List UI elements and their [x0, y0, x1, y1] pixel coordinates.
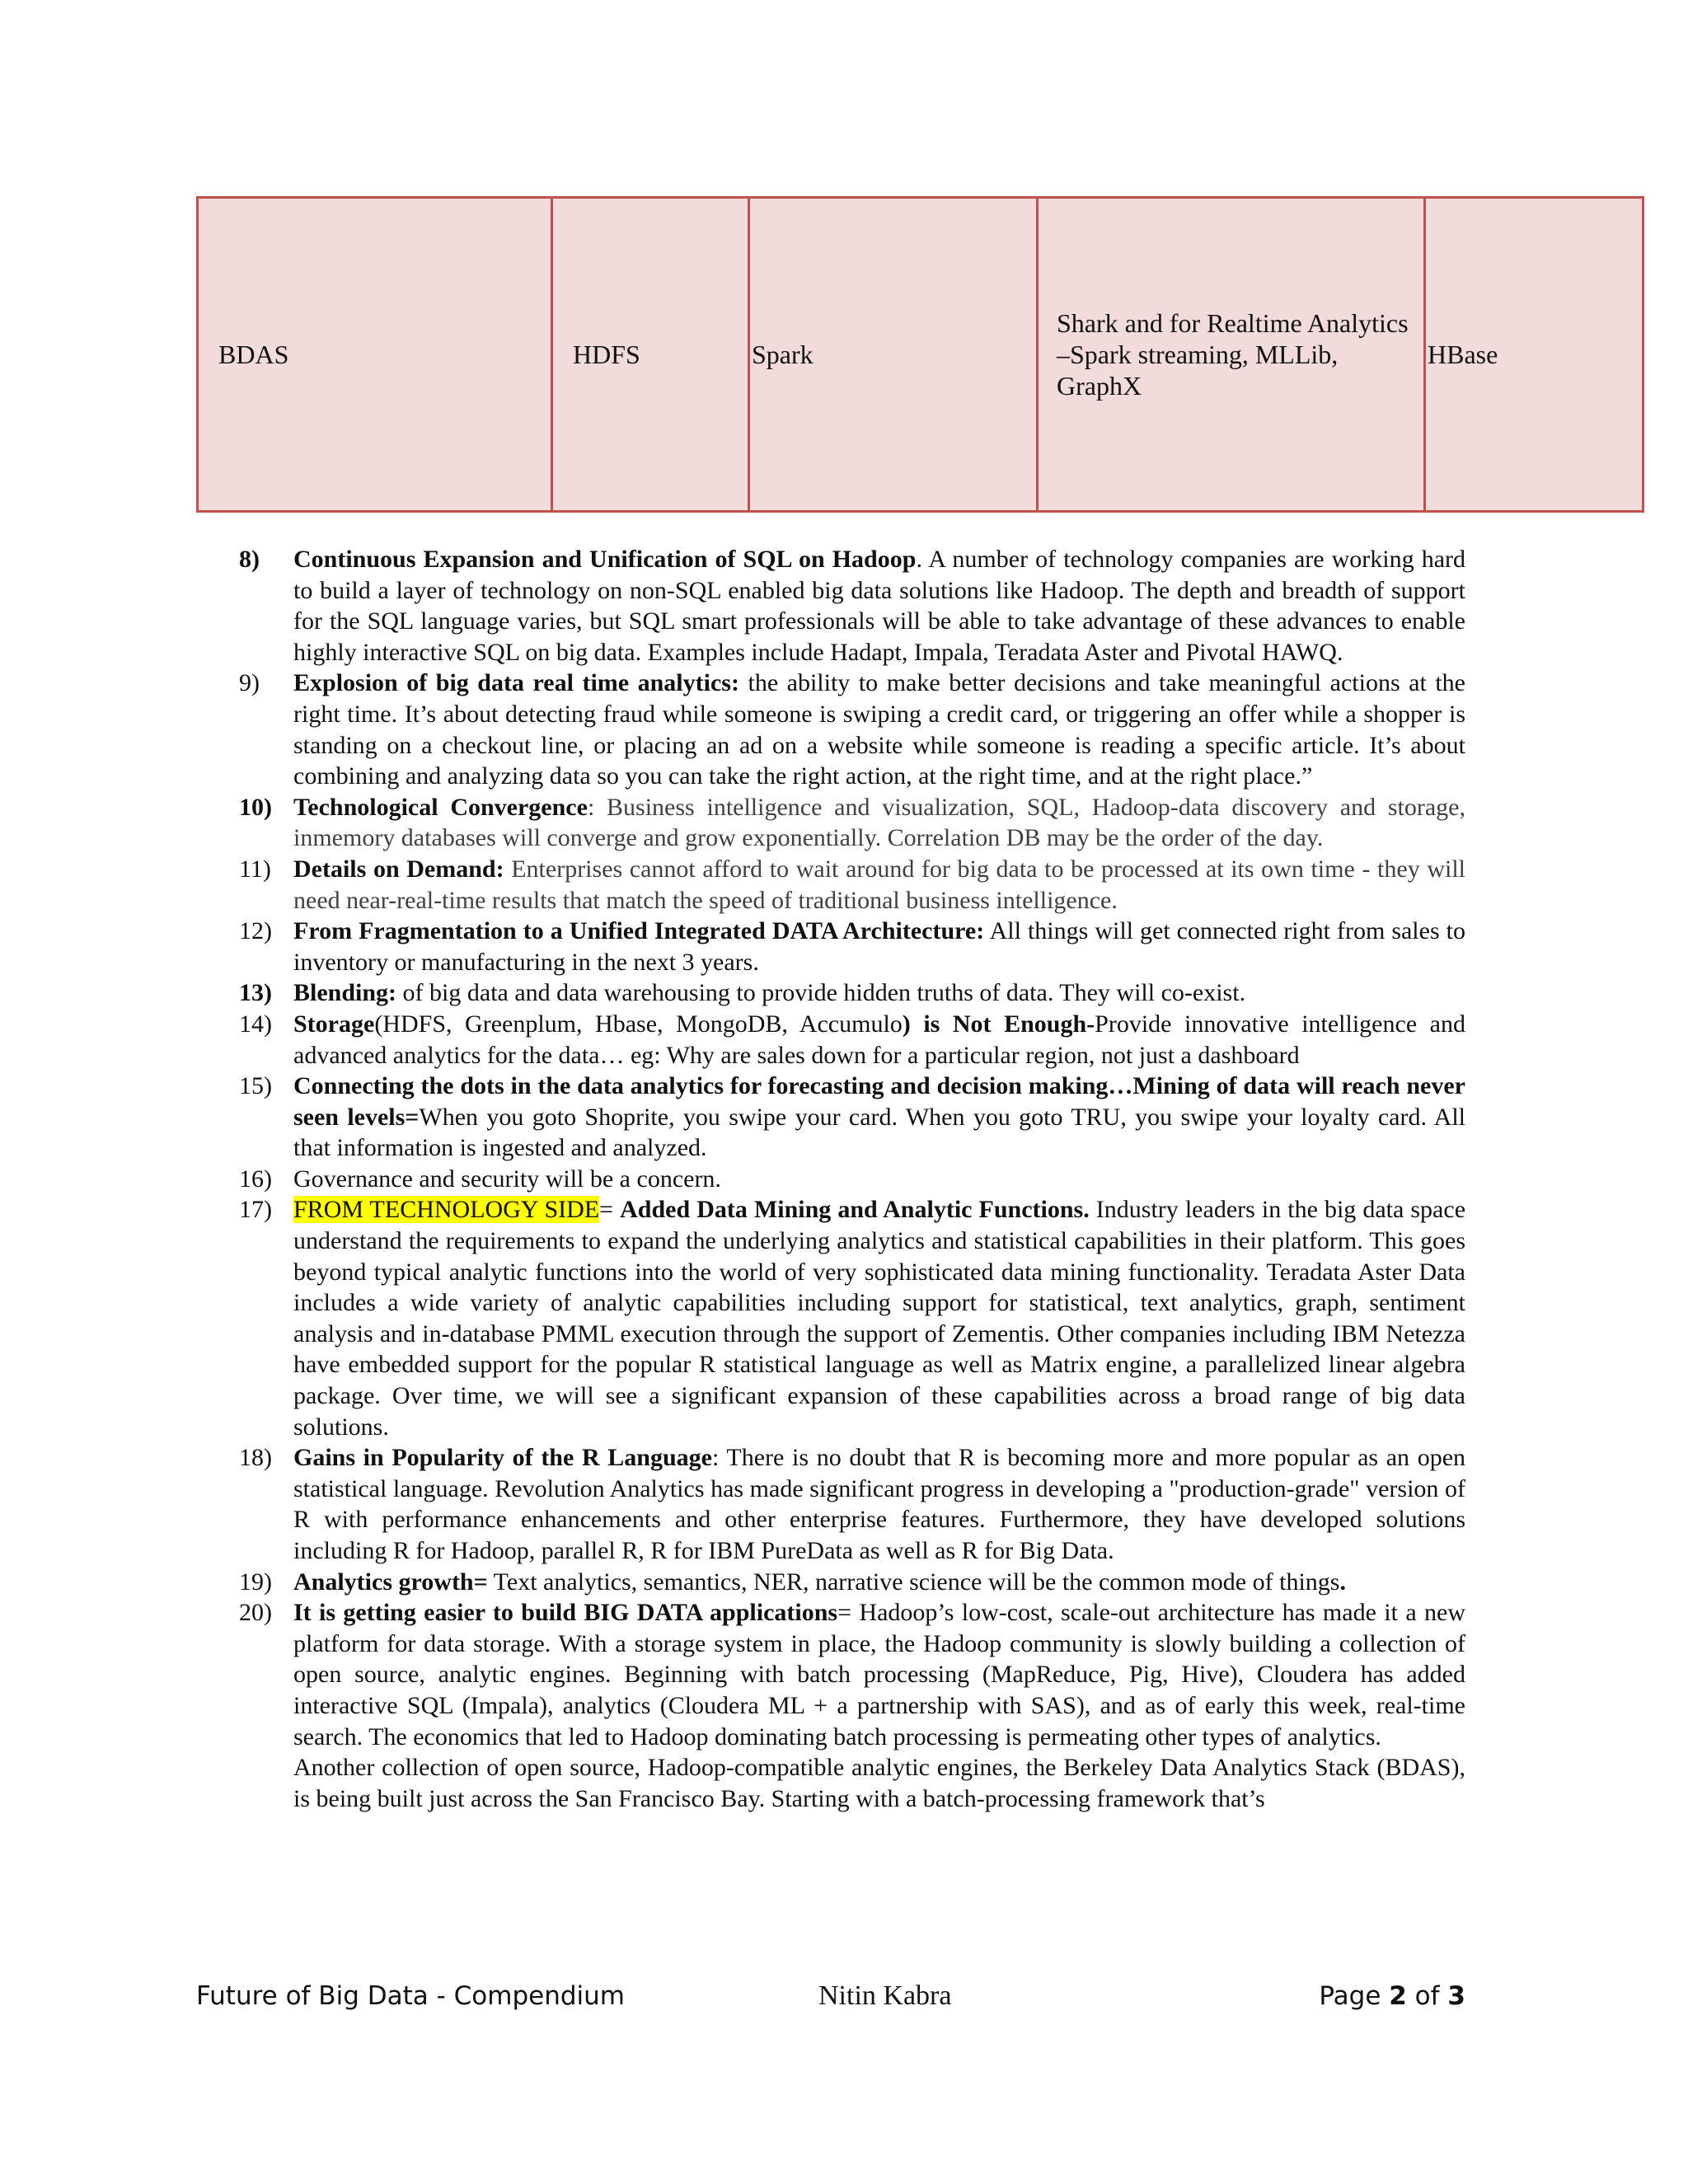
item-title: Added Data Mining and Analytic Functions. — [620, 1196, 1090, 1224]
item-20-paragraph: Another collection of open source, Hadoop-compatible analytic engines, the Berkeley Data Analytics Stack (BDAS), is being built just across the San Francisco Bay. Starting with a batch-processing framework that’s — [293, 1754, 1465, 1812]
table-cell-spark: Spark — [750, 199, 1039, 510]
item-title: It is getting easier to build BIG DATA applications — [293, 1599, 838, 1627]
table-cell-hbase: HBase — [1428, 340, 1498, 369]
list-item-14: 14) Storage(HDFS, Greenplum, Hbase, MongoDB, Accumulo) is Not Enough-Provide innovative intelligence and advanced analytics for the data… eg: Why are sales down for a particular region, not just a dashboard — [239, 1009, 1465, 1071]
item-number: 12) — [239, 917, 272, 945]
item-text: When you goto Shoprite, you swipe your card. When you goto TRU, you swipe your loyalty card. All that information is ingested and analyzed. — [293, 1103, 1465, 1162]
item-number: 16) — [239, 1165, 272, 1193]
list-item-9 — [239, 668, 1465, 791]
footer-document-title: Future of Big Data - Compendium — [196, 1981, 625, 2011]
table-cell-bdas: BDAS — [199, 199, 553, 510]
item-number: 8) — [239, 546, 260, 573]
item-text: Enterprises cannot afford to wait around for big data to be processed at its own time - they will need near-real-time results that match the speed of traditional business intelligence. — [293, 855, 1465, 914]
item-text: Governance and security will be a concern. — [293, 1165, 721, 1193]
list-item-18 — [239, 1442, 1465, 1566]
item-title: Technological Convergence — [293, 793, 588, 821]
item-title: Gains in Popularity of the R Language — [293, 1444, 712, 1472]
list-item-10 — [239, 792, 1465, 854]
table-cell-hdfs: HDFS — [553, 199, 750, 510]
item-text: A number of technology companies are working hard to build a layer of technology on non-SQL enabled big data solutions like Hadoop. The depth and breadth of support for the SQL language varies, but SQL smart professionals will be able to take advantage of these advances to enable highly interactive SQL on big data. Examples include Hadapt, Impala, Teradata Aster and Pivotal HAWQ. — [293, 546, 1465, 666]
list-item-20 — [239, 1597, 1465, 1752]
list-item-8: 8) Continuous Expansion and Unification of SQL on Hadoop. A number of technology companies are working hard to build a layer of technology on non-SQL enabled big data solutions like Hadoop. The depth and breadth of support for the SQL language varies, but SQL smart professionals will be able to take advantage of these advances to enable highly interactive SQL on big data. Examples include Hadapt, Impala, Teradata Aster and Pivotal HAWQ. — [239, 544, 1465, 668]
list-item-13 — [239, 977, 1465, 1009]
item-title: Continuous Expansion and Unification of SQL on Hadoop — [293, 546, 917, 573]
item-number: 13) — [239, 979, 272, 1007]
item-text: Industry leaders in the big data space understand the requirements to expand the underlying analytics and statistical capabilities in their platform. This goes beyond typical analytic functions into the world of very sophisticated data mining functionality. Teradata Aster Data includes a wide variety of analytic capabilities including support for statistical, text analytics, graph, sentiment analysis and in-database PMML execution through the support of Zementis. Other companies including IBM Netezza have embedded support for the popular R statistical language as well as Matrix engine, a parallelized linear algebra package. Over time, we will see a significant expansion of these capabilities across a broad range of big data solutions. — [293, 1196, 1466, 1441]
item-text: : Business intelligence and visualization, SQL, Hadoop-data discovery and storage, inmemory databases will converge and grow exponentially. Correlation DB may be the order of the day. — [293, 793, 1466, 852]
technology-table — [196, 196, 1644, 513]
item-text: = Hadoop’s low-cost, scale-out architecture has made it a new platform for data storage. With a storage system in place, the Hadoop community is slowly building a collection of open source, analytic engines. Beginning with batch processing (MapReduce, Pig, Hive), Cloudera has added interactive SQL (Impala), analytics (Cloudera ML + a partnership with SAS), and as of early this week, real-time search. The economics that led to Hadoop dominating batch processing is permeating other types of analytics. — [293, 1599, 1465, 1750]
list-item-17: 17) FROM TECHNOLOGY SIDE= Added Data Mining and Analytic Functions. Industry leaders in the big data space understand the requirements to expand the underlying analytics and statistical capabilities in their platform. This goes beyond typical analytic functions into the world of very sophisticated data mining functionality. Teradata Aster Data includes a wide variety of analytic capabilities including support for statistical, text analytics, graph, sentiment analysis and in-database PMML execution through the support of Zementis. Other companies including IBM Netezza have embedded support for the popular R statistical language as well as Matrix engine, a parallelized linear algebra package. Over time, we will see a significant expansion of these capabilities across a broad range of big data solutions. — [239, 1194, 1465, 1442]
item-title: From Fragmentation to a Unified Integrated DATA Architecture: — [293, 917, 985, 945]
item-number: 10) — [239, 793, 272, 821]
list-item-11 — [239, 854, 1465, 916]
item-text: the ability to make better decisions and take meaningful actions at the right time. It’s about detecting fraud while someone is swiping a credit card, or triggering an offer while a shopper is standing on a checkout line, or placing an ad on a website while someone is reading a specific article. It’s about combining and analyzing data so you can take the right action, at the right time, and at the right place.” — [293, 669, 1465, 790]
item-title: Explosion of big data real time analytics: — [293, 669, 739, 697]
trend-list — [239, 544, 1465, 1814]
item-number: 15) — [239, 1072, 272, 1100]
item-text: : There is no doubt that R is becoming more and more popular as an open statistical language. Revolution Analytics has made significant progress in developing a "production-grade" version of R with performance enhancements and other enterprise features. Furthermore, they have developed solutions including R for Hadoop, parallel R, R for IBM PureData as well as R for Big Data. — [293, 1444, 1466, 1564]
item-title: Analytics growth= — [293, 1568, 488, 1596]
item-title: Storage — [293, 1010, 375, 1038]
item-number: 9) — [239, 669, 260, 697]
list-item-12 — [239, 916, 1465, 977]
item-text: Provide innovative intelligence and advanced analytics for the data… eg: Why are sales down for a particular region, not just a dashboard — [293, 1010, 1465, 1069]
footer-author: Nitin Kabra — [818, 1980, 952, 2011]
item-title: Connecting the dots in the data analytics for forecasting and decision making…Mining of data will reach never seen levels= — [293, 1072, 1465, 1131]
item-title: Details on Demand: — [293, 855, 504, 883]
item-text: of big data and data warehousing to provide hidden truths of data. They will co-exist. — [396, 979, 1246, 1007]
item-number: 11) — [239, 855, 271, 883]
list-item-19: 19) Analytics growth= Text analytics, semantics, NER, narrative science will be the common mode of things. — [239, 1567, 1465, 1598]
item-text: Text analytics, semantics, NER, narrative science will be the common mode of things — [487, 1568, 1340, 1596]
item-number: 18) — [239, 1444, 272, 1472]
table-cell-shark: Shark and for Realtime Analytics –Spark streaming, MLLib, GraphX — [1039, 199, 1426, 510]
item-number: 17) — [239, 1196, 272, 1224]
page-footer — [196, 1978, 1465, 2014]
item-number: 14) — [239, 1010, 272, 1038]
item-text: All things will get connected right from sales to inventory or manufacturing in the next 3 years. — [293, 917, 1465, 976]
item-number: 19) — [239, 1568, 272, 1596]
item-title: Blending: — [293, 979, 397, 1007]
list-item-15 — [239, 1071, 1465, 1164]
list-item-16 — [239, 1164, 1465, 1195]
footer-page-number: Page 2 of 3 — [1319, 1981, 1465, 2011]
highlighted-text: FROM TECHNOLOGY SIDE — [293, 1196, 600, 1224]
item-number: 20) — [239, 1599, 272, 1627]
